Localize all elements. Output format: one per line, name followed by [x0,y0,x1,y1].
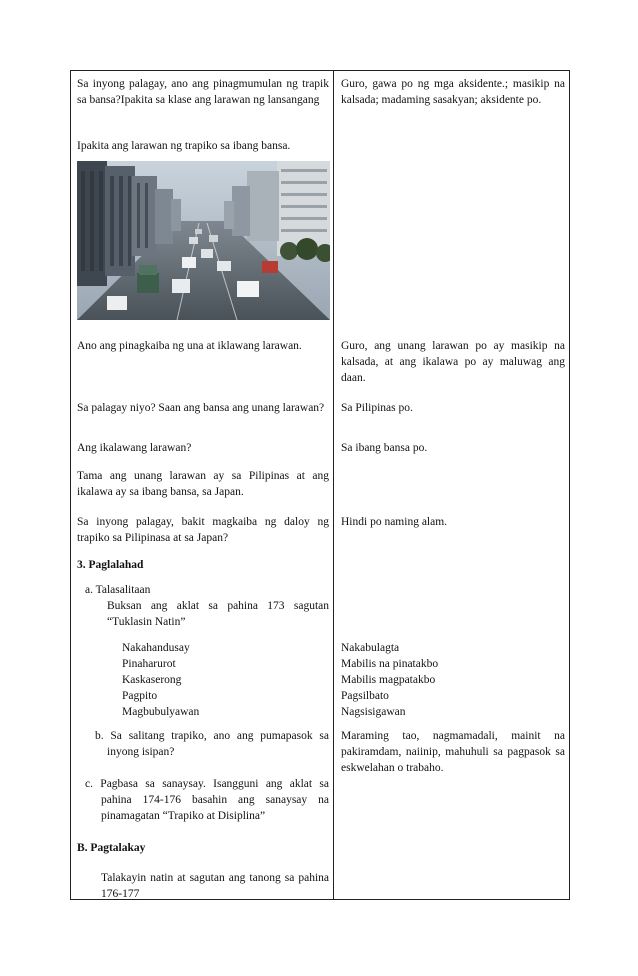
word-4: Pagpito [122,690,158,702]
statement-philippines-japan: Tama ang unang larawan ay sa Pilipinas at ang ikalawa ay sa ibang bansa, sa Japan. [77,470,329,498]
meaning-4: Pagsilbato [341,690,389,702]
question-trapiko-word: b. Sa salitang trapiko, ano ang pumapasok sa inyong isipan? [95,730,329,758]
answer-traffic-source: Guro, gawa po ng mga aksidente.; masikip na kalsada; madaming sasakyan; aksidente po. [341,78,565,106]
question-second-picture: Ang ikalawang larawan? [77,442,192,454]
answer-second-country: Sa ibang bansa po. [341,442,428,454]
word-1: Nakahandusay [122,642,190,654]
word-2: Pinaharurot [122,658,176,670]
answer-first-country: Sa Pilipinas po. [341,402,413,414]
word-5: Magbubulyawan [122,706,200,718]
question-compare-pictures: Ano ang pinagkaiba ng una at iklawang larawan. [77,340,302,352]
section-pagtalakay: B. Pagtalakay [77,842,146,854]
instruction-show-foreign-traffic: Ipakita ang larawan ng trapiko sa ibang bansa. [77,140,291,152]
talakay-instruction: Talakayin natin at sagutan ang tanong sa pahina 176-177 [101,872,329,900]
answer-unknown: Hindi po naming alam. [341,516,448,528]
answer-compare-pictures: Guro, ang unang larawan po ay masikip na kalsada, at ang ikalawa po ay maluwag ang daan. [341,340,565,384]
meaning-2: Mabilis na pinatakbo [341,658,439,670]
word-3: Kaskaserong [122,674,182,686]
column-divider [333,71,334,899]
section-paglalahad: 3. Paglalahad [77,559,144,571]
question-first-picture-country: Sa palagay niyo? Saan ang bansa ang unang larawan? [77,402,325,414]
question-traffic-source: Sa inyong palagay, ano ang pinagmumulan ng trapik sa bansa?Ipakita sa klase ang larawan ng lansangang [77,78,329,106]
answer-trapiko-word: Maraming tao, nagmamadali, mainit na pakiramdam, naiinip, mahuhuli sa pagpasok sa eskwelahan o trabaho. [341,730,565,774]
talasalitaan-label: a. Talasalitaan [85,584,151,596]
instruction-read-essay: c. Pagbasa sa sanaysay. Isangguni ang aklat sa pahina 174-176 basahin ang sanaysay na pinamagatan “Trapiko at Disiplina” [85,778,329,822]
meaning-1: Nakabulagta [341,642,400,654]
meaning-3: Mabilis magpatakbo [341,674,436,686]
question-traffic-difference: Sa inyong palagay, bakit magkaiba ng daloy ng trapiko sa Pilipinasa at sa Japan? [77,516,329,544]
meaning-5: Nagsisigawan [341,706,406,718]
lesson-table [70,70,570,900]
talasalitaan-instruction: Buksan ang aklat sa pahina 173 sagutan “Tuklasin Natin” [107,600,329,628]
city-traffic-photo [77,161,330,320]
